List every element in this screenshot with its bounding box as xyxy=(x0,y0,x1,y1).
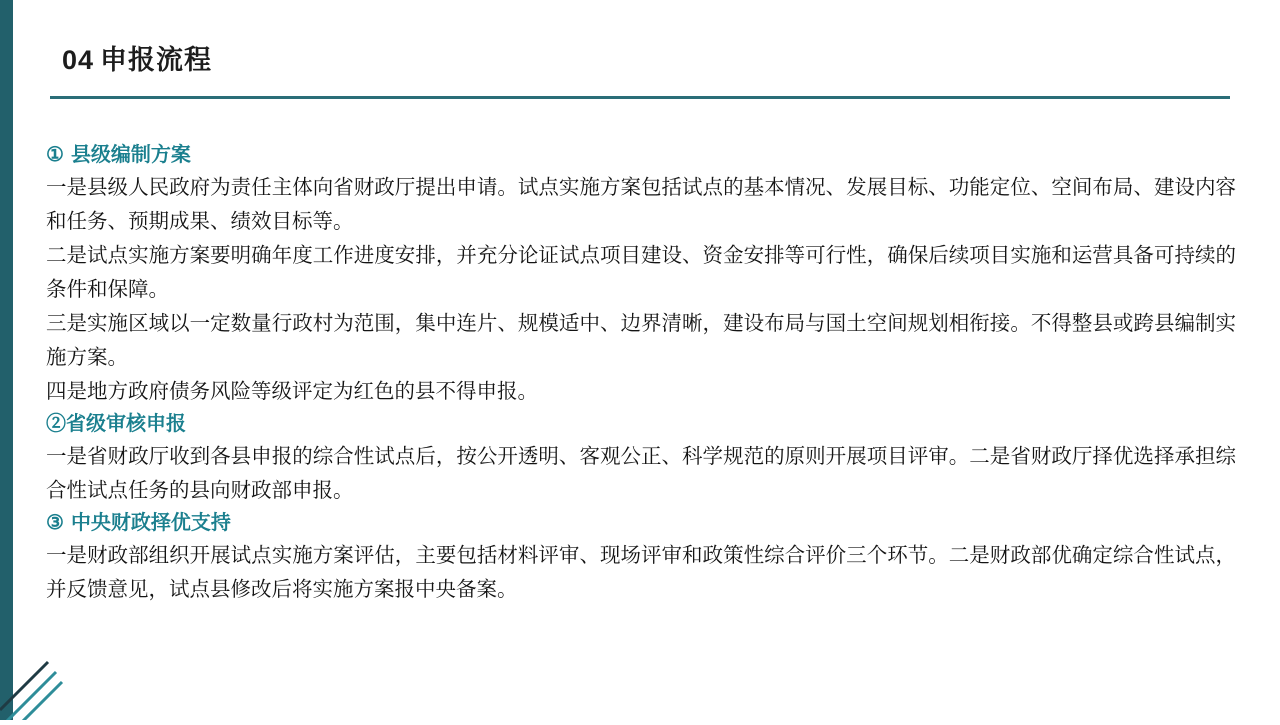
section-1-paragraph-3: 三是实施区域以一定数量行政村为范围，集中连片、规模适中、边界清晰，建设布局与国土空间规划相衔接。不得整县或跨县编制实施方案。 xyxy=(46,312,1236,369)
section-marker-3: ③ xyxy=(46,512,64,534)
section-title-3: 中央财政择优支持 xyxy=(70,512,231,534)
page-title-text: 申报流程 xyxy=(100,45,213,75)
section-heading-3 xyxy=(46,508,1236,538)
section-marker-1: ① xyxy=(46,144,64,166)
section-heading-1 xyxy=(46,140,1236,170)
section-1-paragraph-1: 一是县级人民政府为责任主体向省财政厅提出申请。试点实施方案包括试点的基本情况、发展目标、功能定位、空间布局、建设内容和任务、预期成果、绩效目标等。 xyxy=(46,176,1236,233)
corner-decoration-lines xyxy=(0,610,90,720)
left-accent-bar xyxy=(0,0,13,720)
section-marker-2: ② xyxy=(46,413,66,435)
content-body xyxy=(46,140,1236,607)
page-title-number: 04 xyxy=(62,45,95,75)
section-2-paragraph-1: 一是省财政厅收到各县申报的综合性试点后，按公开透明、客观公正、科学规范的原则开展项目评审。二是省财政厅择优选择承担综合性试点任务的县向财政部申报。 xyxy=(46,445,1236,502)
section-1-paragraph-4: 四是地方政府债务风险等级评定为红色的县不得申报。 xyxy=(46,380,538,403)
section-title-2: 省级审核申报 xyxy=(66,413,186,435)
section-1-paragraph-2: 二是试点实施方案要明确年度工作进度安排，并充分论证试点项目建设、资金安排等可行性，确保后续项目实施和运营具备可持续的条件和保障。 xyxy=(46,244,1236,301)
title-divider xyxy=(50,96,1230,99)
page-title xyxy=(62,38,212,77)
section-3-paragraph-1: 一是财政部组织开展试点实施方案评估，主要包括材料评审、现场评审和政策性综合评价三个环节。二是财政部优确定综合性试点，并反馈意见，试点县修改后将实施方案报中央备案。 xyxy=(46,544,1236,601)
section-heading-2 xyxy=(46,409,1236,439)
section-title-1: 县级编制方案 xyxy=(70,144,191,166)
